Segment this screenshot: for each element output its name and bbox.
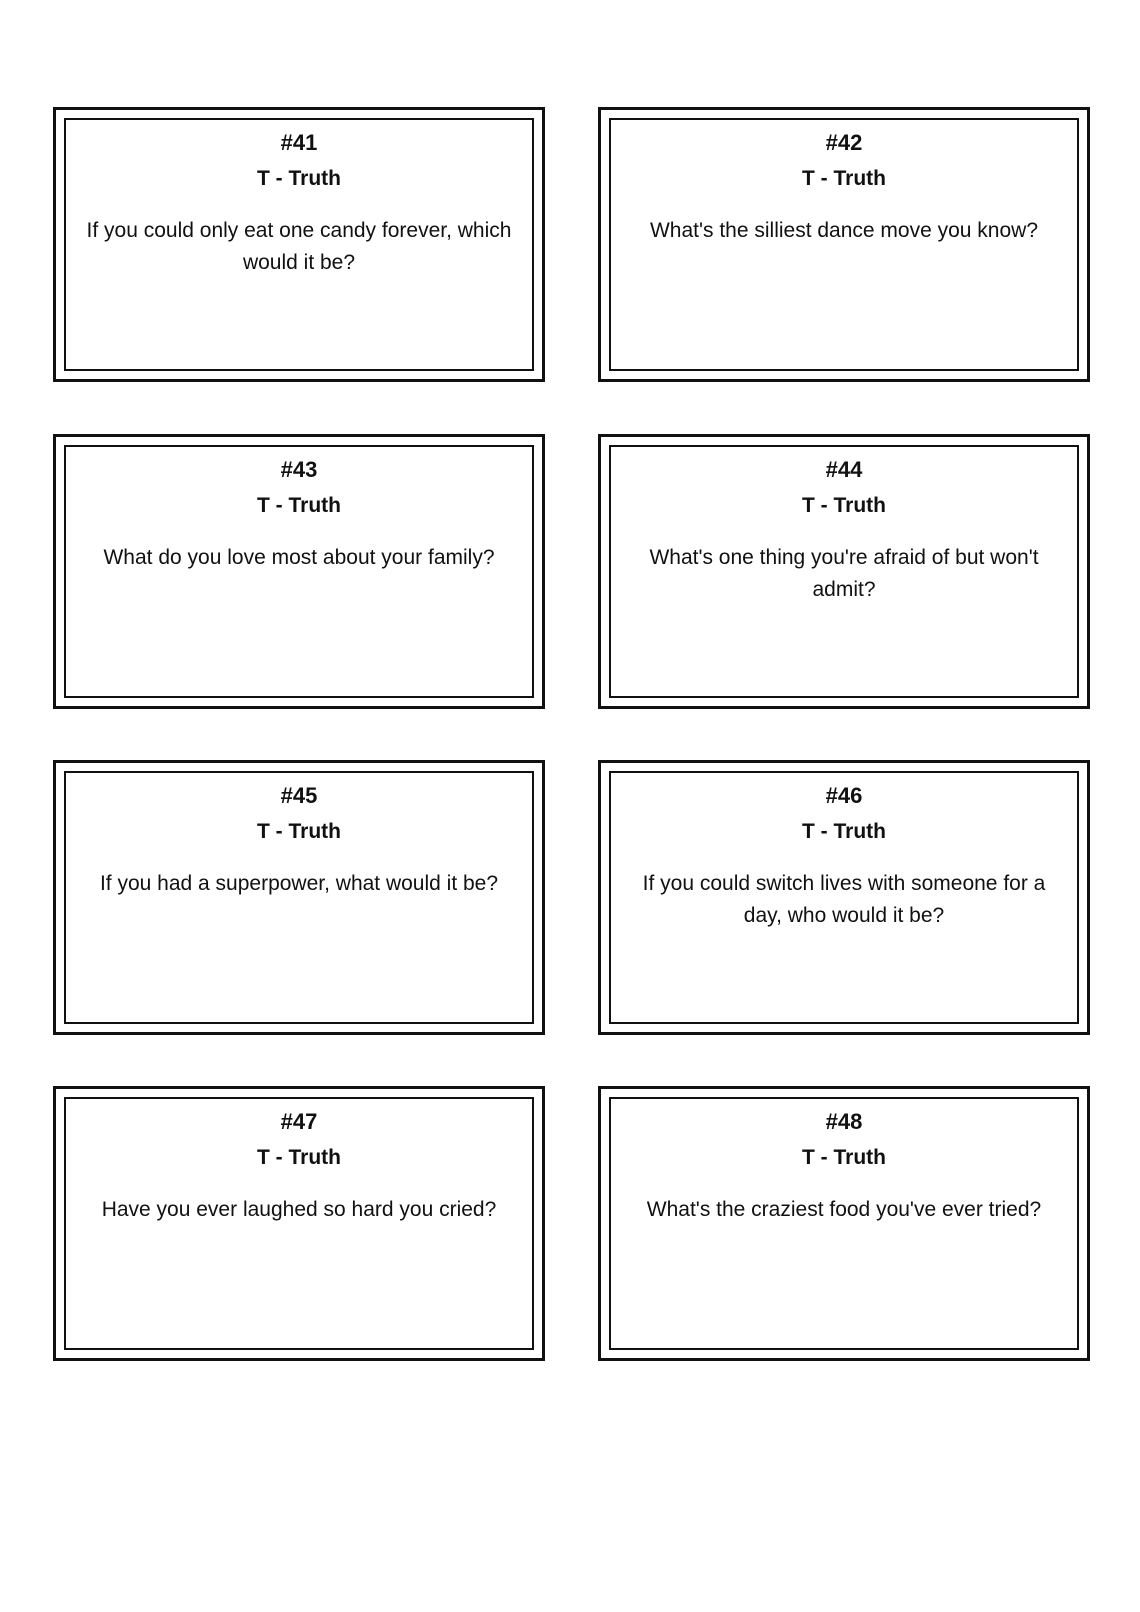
card-number: #48 bbox=[825, 1109, 863, 1134]
card-type: T - Truth bbox=[802, 167, 886, 190]
card-number: #44 bbox=[825, 457, 863, 482]
card-question: If you could switch lives with someone for a day, who would it be? bbox=[642, 872, 1046, 927]
card-inner-border bbox=[609, 1097, 1079, 1350]
card-type: T - Truth bbox=[802, 820, 886, 843]
truth-card bbox=[598, 107, 1090, 382]
card-question: If you had a superpower, what would it be? bbox=[99, 872, 499, 895]
card-inner-border bbox=[64, 771, 534, 1024]
truth-card bbox=[598, 434, 1090, 709]
card-number: #45 bbox=[280, 783, 318, 808]
card-number: #43 bbox=[280, 457, 318, 482]
card-question: What's the craziest food you've ever tried? bbox=[646, 1198, 1042, 1221]
card-type: T - Truth bbox=[257, 167, 341, 190]
card-number: #47 bbox=[280, 1109, 318, 1134]
truth-card bbox=[53, 434, 545, 709]
truth-card bbox=[598, 1086, 1090, 1361]
card-type: T - Truth bbox=[257, 820, 341, 843]
card-number: #42 bbox=[825, 130, 863, 155]
card-number: #41 bbox=[280, 130, 318, 155]
card-inner-border bbox=[64, 1097, 534, 1350]
card-question: What's one thing you're afraid of but won't admit? bbox=[649, 546, 1039, 601]
card-inner-border bbox=[64, 118, 534, 371]
card-question: If you could only eat one candy forever, which would it be? bbox=[86, 219, 512, 274]
card-type: T - Truth bbox=[802, 1146, 886, 1169]
card-type: T - Truth bbox=[802, 494, 886, 517]
card-type: T - Truth bbox=[257, 494, 341, 517]
card-type: T - Truth bbox=[257, 1146, 341, 1169]
card-inner-border bbox=[609, 445, 1079, 698]
card-inner-border bbox=[64, 445, 534, 698]
card-question: Have you ever laughed so hard you cried? bbox=[101, 1198, 497, 1221]
card-inner-border bbox=[609, 118, 1079, 371]
card-inner-border bbox=[609, 771, 1079, 1024]
truth-card bbox=[53, 760, 545, 1035]
card-number: #46 bbox=[825, 783, 863, 808]
truth-card bbox=[53, 107, 545, 382]
card-question: What's the silliest dance move you know? bbox=[649, 219, 1039, 242]
card-question: What do you love most about your family? bbox=[103, 546, 495, 569]
truth-card bbox=[598, 760, 1090, 1035]
truth-card bbox=[53, 1086, 545, 1361]
